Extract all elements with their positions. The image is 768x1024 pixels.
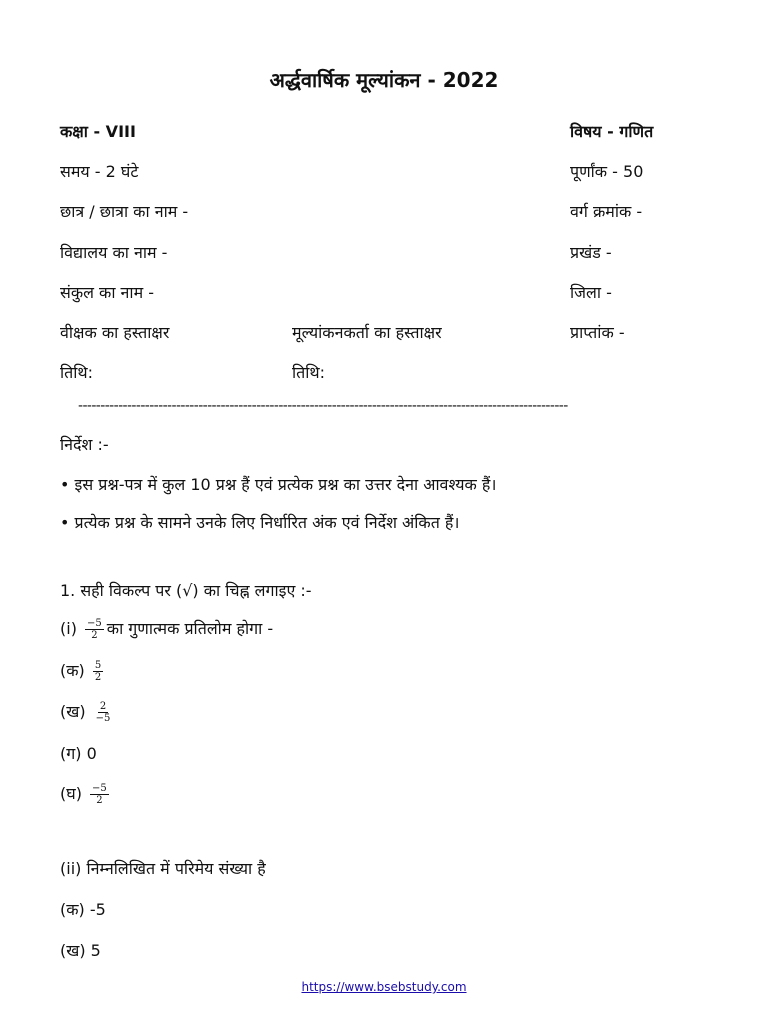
roll-number-label: वर्ग क्रमांक -	[570, 202, 643, 221]
part-i-prefix: (i)	[60, 619, 77, 638]
fraction: $\frac{5}{2}$	[94, 660, 102, 683]
class-label: कक्षा - VIII	[60, 122, 136, 141]
district-label: जिला -	[570, 283, 612, 302]
question-1-part-i	[60, 617, 273, 641]
fraction: $\frac{2}{-5}$	[95, 701, 111, 724]
invigilator-signature-label: वीक्षक का हस्ताक्षर	[60, 323, 170, 342]
dashed-separator: --------------------------------------------------------------------------------------------------------------	[78, 398, 568, 414]
option-ka-ii: (क) -5	[60, 900, 106, 919]
part-i-text: का गुणात्मक प्रतिलोम होगा -	[106, 619, 274, 638]
full-marks-label: पूर्णांक - 50	[570, 162, 644, 181]
date-label-middle: तिथि:	[292, 363, 326, 382]
option-kha-ii: (ख) 5	[60, 941, 101, 960]
school-name-label: विद्यालय का नाम -	[60, 243, 168, 262]
instruction-item: • प्रत्येक प्रश्न के सामने उनके लिए निर्धारित अंक एवं निर्देश अंकित हैं।	[60, 513, 460, 532]
exam-title: अर्द्धवार्षिक मूल्यांकन - 2022	[269, 68, 499, 92]
footer-link[interactable]: https://www.bsebstudy.com	[301, 980, 467, 994]
fraction: $\frac{-5}{2}$	[92, 783, 107, 806]
subject-label: विषय - गणित	[570, 122, 654, 141]
question-1-heading: 1. सही विकल्प पर (√) का चिह्न लगाइए :-	[60, 581, 312, 600]
date-label-left: तिथि:	[60, 363, 94, 382]
option-kha: (ख) $\frac{2}{-5}$	[60, 701, 111, 724]
question-1-part-ii: (ii) निम्नलिखित में परिमेय संख्या है	[60, 859, 266, 878]
option-gha: (घ) $\frac{-5}{2}$	[60, 783, 107, 806]
instructions-heading: निर्देश :-	[60, 435, 109, 454]
instruction-item: • इस प्रश्न-पत्र में कुल 10 प्रश्न हैं एवं प्रत्येक प्रश्न का उत्तर देना आवश्यक हैं।	[60, 475, 497, 494]
evaluator-signature-label: मूल्यांकनकर्ता का हस्ताक्षर	[292, 323, 442, 342]
marks-obtained-label: प्राप्तांक -	[570, 323, 625, 342]
time-label: समय - 2 घंटे	[60, 162, 139, 181]
fraction: $\frac{-5}{2}$	[87, 618, 102, 641]
option-ga: (ग) 0	[60, 744, 97, 763]
block-label: प्रखंड -	[570, 243, 612, 262]
student-name-label: छात्र / छात्रा का नाम -	[60, 202, 189, 221]
option-ka: (क) $\frac{5}{2}$	[60, 660, 102, 683]
footer	[0, 980, 768, 994]
cluster-name-label: संकुल का नाम -	[60, 283, 155, 302]
